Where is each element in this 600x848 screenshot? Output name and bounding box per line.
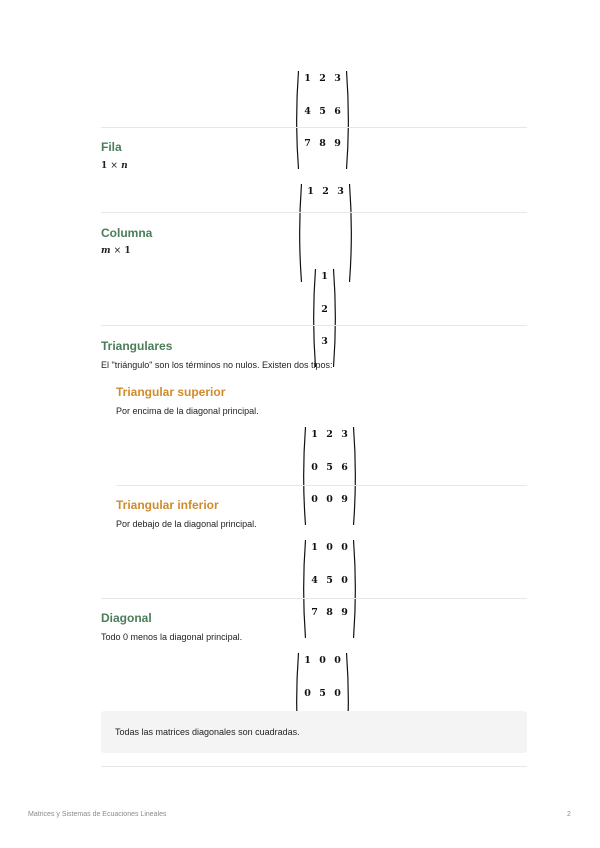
matrix-cell: 1: [311, 542, 318, 553]
matrix-cell: 3: [341, 429, 348, 440]
matrix-cell: 1: [311, 429, 318, 440]
divider: [101, 127, 527, 128]
matrix-cell: 0: [319, 655, 326, 666]
matrix-cell: 9: [341, 607, 348, 619]
matrix-cell: 5: [326, 574, 333, 586]
matrix-cell: 1: [321, 271, 328, 282]
times-symbol: ×: [110, 161, 118, 171]
divider: [101, 325, 527, 326]
matrix-cell: 0: [311, 494, 318, 506]
divider: [101, 766, 527, 767]
matrix-cell: 0: [326, 494, 333, 506]
subsection-title-superior: Triangular superior: [116, 385, 226, 399]
matrix-cell: 3: [337, 186, 344, 197]
matrix-cell: 1: [307, 186, 314, 197]
note-text: Todas las matrices diagonales son cuadradas.: [115, 727, 300, 737]
footer-page-number: 2: [567, 811, 571, 818]
matrix-cell: 0: [334, 655, 341, 666]
matrix-cell: 0: [341, 574, 348, 586]
matrix-cell: 0: [304, 687, 311, 699]
matrix-cell: 4: [311, 574, 318, 586]
superior-description: Por encima de la diagonal principal.: [116, 406, 259, 416]
fila-dimension: [101, 161, 128, 171]
matrix-cell: 1: [304, 655, 311, 666]
section-title-fila: Fila: [101, 140, 122, 154]
section-title-diagonal: Diagonal: [101, 611, 152, 625]
divider: [101, 212, 527, 213]
matrix-cell: 3: [321, 336, 328, 348]
divider: [101, 598, 527, 599]
right-parenthesis: [349, 183, 354, 283]
matrix-cell: 9: [341, 494, 348, 506]
matrix-lower-triangular: [301, 539, 358, 639]
columna-dim-rows: m: [101, 246, 111, 256]
matrix-entries: [299, 70, 346, 170]
matrix-cell: 7: [304, 138, 311, 150]
matrix-general: [294, 70, 351, 170]
divider: [116, 485, 527, 486]
matrix-entries: [316, 268, 333, 368]
fila-dim-cols: n: [121, 161, 128, 171]
matrix-cell: 9: [334, 138, 341, 150]
triangulares-description: El "triángulo" son los términos no nulos. Existen dos tipos:: [101, 360, 333, 370]
matrix-cell: 6: [341, 461, 348, 473]
matrix-cell: 5: [319, 687, 326, 699]
matrix-cell: 0: [334, 687, 341, 699]
matrix-cell: 1: [304, 73, 311, 84]
matrix-cell: 8: [326, 607, 333, 619]
matrix-cell: 3: [334, 73, 341, 84]
matrix-cell: 0: [326, 542, 333, 553]
matrix-upper-triangular: [301, 426, 358, 526]
matrix-entries: [306, 539, 353, 639]
matrix-cell: 0: [311, 461, 318, 473]
right-parenthesis: [353, 539, 358, 639]
matrix-cell: 2: [326, 429, 333, 440]
subsection-title-inferior: Triangular inferior: [116, 498, 219, 512]
right-parenthesis: [333, 268, 338, 368]
footer-document-title: Matrices y Sistemas de Ecuaciones Lineales: [28, 811, 167, 818]
note-callout: [101, 711, 527, 753]
diagonal-description: Todo 0 menos la diagonal principal.: [101, 632, 243, 642]
right-parenthesis: [353, 426, 358, 526]
matrix-entries: [306, 426, 353, 526]
matrix-cell: 2: [321, 303, 328, 315]
matrix-cell: 5: [326, 461, 333, 473]
columna-dim-cols: 1: [124, 246, 131, 256]
matrix-cell: 2: [319, 73, 326, 84]
fila-dim-rows: 1: [101, 161, 108, 171]
matrix-cell: 8: [319, 138, 326, 150]
right-parenthesis: [346, 70, 351, 170]
columna-dimension: [101, 246, 131, 256]
matrix-column: [311, 268, 338, 368]
matrix-cell: 7: [311, 607, 318, 619]
matrix-cell: 6: [334, 105, 341, 117]
matrix-cell: 2: [322, 186, 329, 197]
matrix-cell: 5: [319, 105, 326, 117]
section-title-columna: Columna: [101, 226, 153, 240]
section-title-triangulares: Triangulares: [101, 339, 173, 353]
inferior-description: Por debajo de la diagonal principal.: [116, 519, 257, 529]
times-symbol: ×: [113, 246, 122, 256]
matrix-cell: 0: [341, 542, 348, 553]
matrix-cell: 4: [304, 105, 311, 117]
